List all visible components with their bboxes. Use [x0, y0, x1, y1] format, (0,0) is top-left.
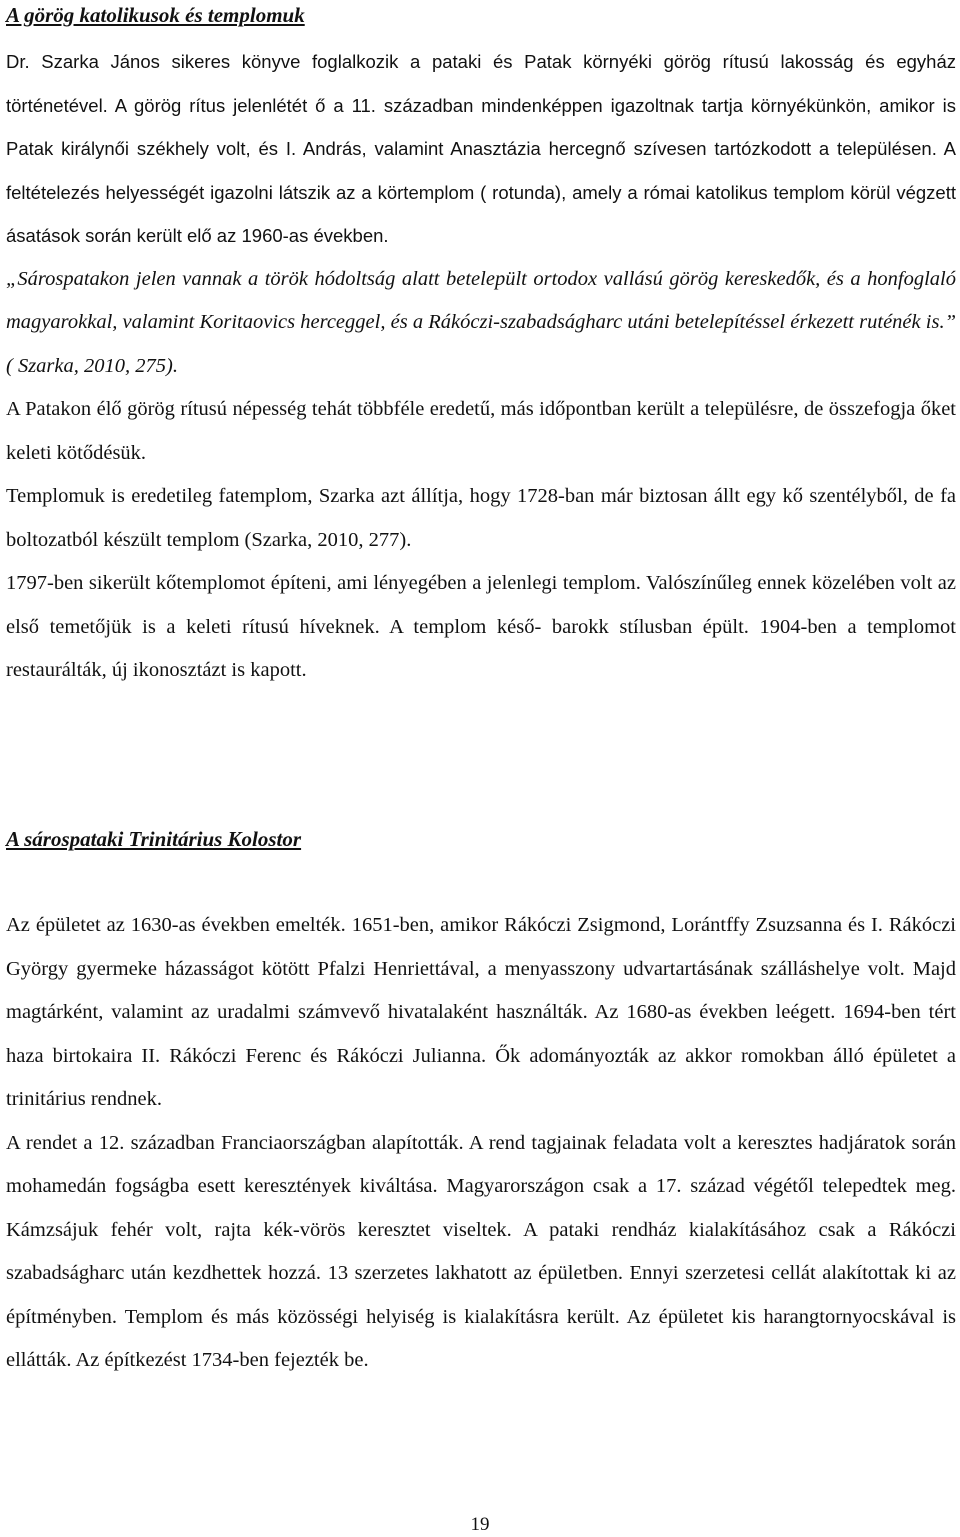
- section-heading-trinitarian-monastery: A sárospataki Trinitárius Kolostor: [6, 827, 302, 851]
- paragraph-population: A Patakon élő görög rítusú népesség tehát többféle eredetű, más időpontban került a településre, de összefogja őket keleti kötődésük.: [6, 398, 956, 464]
- paragraph-building-history: Az épületet az 1630-as években emelték. 1651-ben, amikor Rákóczi Zsigmond, Lorántffy Zsuzsanna és I. Rákóczi György gyermeke házasságot kötött Pfalzi Henriettával, a menyasszony udvartartásának szálláshelye volt. Majd magtárként, valamint az uradalmi számvevő hivatalaként használták. Az 1680-as években leégett. 1694-ben tért haza birtokaira II. Rákóczi Ferenc és Rákóczi Julianna. Ők adományozták az akkor romokban álló épületet a trinitárius rendnek.: [6, 914, 956, 1110]
- document-page: [6, 0, 956, 693]
- paragraph-intro: Dr. Szarka János sikeres könyve foglalkozik a pataki és Patak környéki görög rítusú lakosság és egyház történetével. A görög rítus jelenlétét ő a 11. században mindenképpen igazoltnak tartja környékünkön, amikor is Patak királynői székhely volt, és I. András, valamint Anasztázia hercegnő szívesen tartózkodott a településen. A feltételezés helyességét igazolni látszik az a körtemplom ( rotunda), amely a római katolikus templom körül végzett ásatások során került elő az 1960-as években.: [6, 51, 956, 246]
- page-number: 19: [470, 1514, 490, 1535]
- paragraph-stone-church: 1797-ben sikerült kőtemplomot építeni, ami lényegében a jelenlegi templom. Valószínűleg ennek közelében volt az első temetőjük is a keleti rítusú híveknek. A templom késő- barokk stílusban épült. 1904-ben a templomot restaurálták, új ikonosztázt is kapott.: [6, 572, 956, 681]
- section-two-body: [6, 904, 956, 1383]
- paragraph-order-history: A rendet a 12. században Franciaországban alapították. A rend tagjainak feladata volt a keresztes hadjáratok során mohamedán fogságba esett keresztények kiváltása. Magyarországon csak a 17. század végétől telepedtek meg. Kámzsájuk fehér volt, rajta kék-vörös keresztet viseltek. A pataki rendház kialakításához csak a Rákóczi szabadságharc után kezdhettek hozzá. 13 szerzetes lakhatott az épületben. Ennyi szerzetesi cellát alakítottak ki az építményben. Templom és más közösségi helyiség is kialakításra került. Az épületet kis harangtornyocskával is ellátták. Az építkezést 1734-ben fejezték be.: [6, 1131, 956, 1371]
- paragraph-wooden-church: Templomuk is eredetileg fatemplom, Szarka azt állítja, hogy 1728-ban már biztosan állt egy kő szentélyből, de fa boltozatból készült templom (Szarka, 2010, 277).: [6, 485, 956, 551]
- quote-paragraph: „Sárospatakon jelen vannak a török hódoltság alatt betelepült ortodox vallású görög kereskedők, és a honfoglaló magyarokkal, valamint Koritaovics herceggel, és a Rákóczi-szabadságharc utáni betelepítéssel érkezett ruténék is.” ( Szarka, 2010, 275).: [6, 267, 956, 377]
- section-heading-greek-catholics: A görög katolikusok és templomuk: [6, 3, 305, 27]
